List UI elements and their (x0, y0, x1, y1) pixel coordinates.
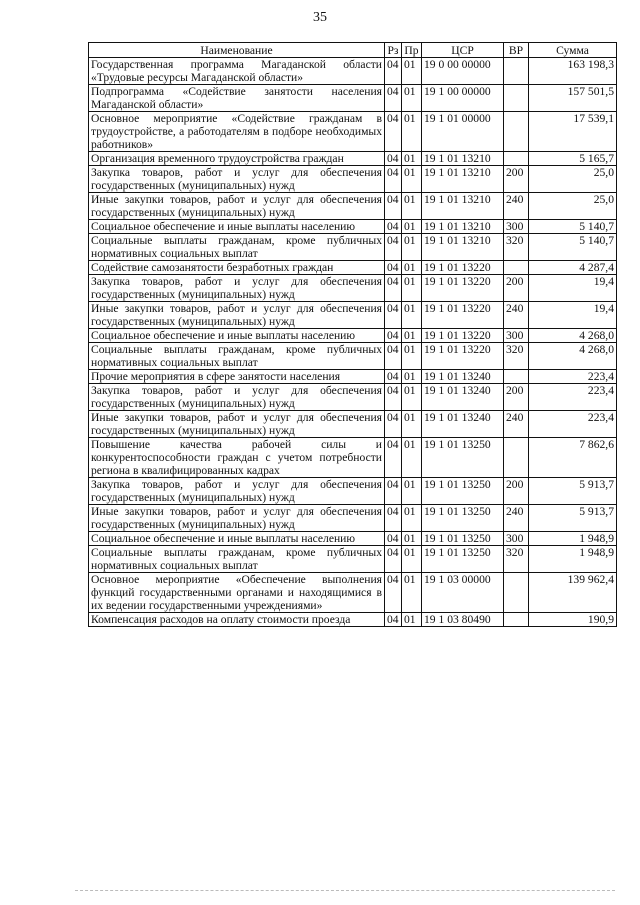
header-vr: ВР (504, 43, 529, 58)
cell-pr: 01 (402, 411, 422, 438)
cell-vr: 240 (504, 193, 529, 220)
cell-pr: 01 (402, 329, 422, 343)
cell-csr: 19 1 01 00000 (422, 112, 504, 152)
cell-vr (504, 613, 529, 627)
cell-sum: 223,4 (529, 384, 617, 411)
cell-pr: 01 (402, 152, 422, 166)
cell-vr (504, 85, 529, 112)
cell-name: Закупка товаров, работ и услуг для обеспечения государственных (муниципальных) нужд (89, 384, 385, 411)
cell-sum: 5 913,7 (529, 505, 617, 532)
cell-name: Иные закупки товаров, работ и услуг для обеспечения государственных (муниципальных) нужд (89, 505, 385, 532)
cell-sum: 5 165,7 (529, 152, 617, 166)
cell-pr: 01 (402, 546, 422, 573)
cell-sum: 5 913,7 (529, 478, 617, 505)
cell-csr: 19 1 01 13210 (422, 166, 504, 193)
table-row (89, 166, 617, 193)
cell-rz: 04 (385, 152, 402, 166)
header-sum: Сумма (529, 43, 617, 58)
cell-sum: 25,0 (529, 166, 617, 193)
cell-rz: 04 (385, 112, 402, 152)
cell-sum: 139 962,4 (529, 573, 617, 613)
cell-csr: 19 1 01 13250 (422, 438, 504, 478)
cell-csr: 19 1 01 13220 (422, 275, 504, 302)
cell-csr: 19 1 03 00000 (422, 573, 504, 613)
cell-csr: 19 1 01 13250 (422, 546, 504, 573)
cell-rz: 04 (385, 343, 402, 370)
page-bottom-rule (75, 890, 615, 891)
cell-sum: 25,0 (529, 193, 617, 220)
cell-vr (504, 438, 529, 478)
table-row (89, 438, 617, 478)
table-row (89, 261, 617, 275)
cell-sum: 157 501,5 (529, 85, 617, 112)
header-pr: Пр (402, 43, 422, 58)
cell-vr: 320 (504, 234, 529, 261)
cell-rz: 04 (385, 58, 402, 85)
page-number: 35 (313, 10, 327, 25)
cell-pr: 01 (402, 573, 422, 613)
cell-pr: 01 (402, 261, 422, 275)
cell-rz: 04 (385, 478, 402, 505)
cell-rz: 04 (385, 193, 402, 220)
cell-vr: 200 (504, 275, 529, 302)
cell-pr: 01 (402, 234, 422, 261)
cell-csr: 19 1 01 13250 (422, 478, 504, 505)
table-row (89, 302, 617, 329)
cell-rz: 04 (385, 532, 402, 546)
cell-csr: 19 1 01 13240 (422, 384, 504, 411)
cell-name: Компенсация расходов на оплату стоимости проезда (89, 613, 385, 627)
table-row (89, 546, 617, 573)
cell-vr: 300 (504, 532, 529, 546)
cell-pr: 01 (402, 220, 422, 234)
cell-name: Социальное обеспечение и иные выплаты населению (89, 532, 385, 546)
cell-vr (504, 573, 529, 613)
cell-sum: 1 948,9 (529, 546, 617, 573)
cell-sum: 5 140,7 (529, 220, 617, 234)
cell-pr: 01 (402, 532, 422, 546)
cell-pr: 01 (402, 85, 422, 112)
cell-pr: 01 (402, 58, 422, 85)
cell-sum: 223,4 (529, 411, 617, 438)
cell-vr: 300 (504, 220, 529, 234)
cell-pr: 01 (402, 438, 422, 478)
cell-rz: 04 (385, 613, 402, 627)
cell-name: Социальное обеспечение и иные выплаты населению (89, 329, 385, 343)
table-row (89, 58, 617, 85)
cell-pr: 01 (402, 193, 422, 220)
cell-vr (504, 58, 529, 85)
cell-name: Социальные выплаты гражданам, кроме публичных нормативных социальных выплат (89, 546, 385, 573)
cell-name: Закупка товаров, работ и услуг для обеспечения государственных (муниципальных) нужд (89, 166, 385, 193)
table-row (89, 573, 617, 613)
header-rz: Рз (385, 43, 402, 58)
cell-vr: 320 (504, 343, 529, 370)
cell-rz: 04 (385, 261, 402, 275)
cell-sum: 4 268,0 (529, 329, 617, 343)
cell-sum: 17 539,1 (529, 112, 617, 152)
cell-name: Организация временного трудоустройства граждан (89, 152, 385, 166)
table-row (89, 220, 617, 234)
cell-name: Социальные выплаты гражданам, кроме публичных нормативных социальных выплат (89, 234, 385, 261)
cell-name: Повышение качества рабочей силы и конкурентоспособности граждан с учетом потребности региона в квалифицированных кадрах (89, 438, 385, 478)
cell-name: Иные закупки товаров, работ и услуг для обеспечения государственных (муниципальных) нужд (89, 302, 385, 329)
table-row (89, 532, 617, 546)
cell-vr (504, 370, 529, 384)
cell-rz: 04 (385, 234, 402, 261)
table-row (89, 478, 617, 505)
table-row (89, 411, 617, 438)
cell-csr: 19 1 01 13210 (422, 220, 504, 234)
table-header-row (89, 43, 617, 58)
cell-vr: 320 (504, 546, 529, 573)
table-row (89, 343, 617, 370)
cell-sum: 1 948,9 (529, 532, 617, 546)
table-row (89, 85, 617, 112)
cell-sum: 7 862,6 (529, 438, 617, 478)
table-row (89, 505, 617, 532)
table-row (89, 384, 617, 411)
cell-name: Социальное обеспечение и иные выплаты населению (89, 220, 385, 234)
table-row (89, 275, 617, 302)
cell-csr: 19 1 01 13250 (422, 532, 504, 546)
cell-rz: 04 (385, 505, 402, 532)
cell-csr: 19 1 00 00000 (422, 85, 504, 112)
cell-rz: 04 (385, 275, 402, 302)
cell-rz: 04 (385, 329, 402, 343)
cell-csr: 19 1 01 13220 (422, 329, 504, 343)
table-row (89, 152, 617, 166)
header-name: Наименование (89, 43, 385, 58)
cell-pr: 01 (402, 302, 422, 329)
cell-name: Прочие мероприятия в сфере занятости населения (89, 370, 385, 384)
cell-csr: 19 1 01 13220 (422, 343, 504, 370)
cell-pr: 01 (402, 613, 422, 627)
cell-name: Социальные выплаты гражданам, кроме публичных нормативных социальных выплат (89, 343, 385, 370)
cell-vr: 300 (504, 329, 529, 343)
cell-rz: 04 (385, 546, 402, 573)
cell-csr: 19 1 01 13220 (422, 302, 504, 329)
cell-name: Основное мероприятие «Содействие гражданам в трудоустройстве, а работодателям в подборе необходимых работников» (89, 112, 385, 152)
cell-sum: 163 198,3 (529, 58, 617, 85)
cell-name: Иные закупки товаров, работ и услуг для обеспечения государственных (муниципальных) нужд (89, 411, 385, 438)
cell-rz: 04 (385, 438, 402, 478)
cell-rz: 04 (385, 220, 402, 234)
cell-rz: 04 (385, 573, 402, 613)
cell-rz: 04 (385, 370, 402, 384)
cell-pr: 01 (402, 275, 422, 302)
cell-csr: 19 1 01 13250 (422, 505, 504, 532)
cell-csr: 19 1 01 13240 (422, 411, 504, 438)
cell-csr: 19 1 01 13210 (422, 152, 504, 166)
cell-sum: 19,4 (529, 275, 617, 302)
cell-vr (504, 112, 529, 152)
cell-name: Подпрограмма «Содействие занятости населения Магаданской области» (89, 85, 385, 112)
budget-table (88, 42, 617, 627)
table-row (89, 234, 617, 261)
cell-name: Иные закупки товаров, работ и услуг для обеспечения государственных (муниципальных) нужд (89, 193, 385, 220)
cell-name: Содействие самозанятости безработных граждан (89, 261, 385, 275)
cell-sum: 223,4 (529, 370, 617, 384)
table-body (89, 58, 617, 627)
cell-csr: 19 1 01 13210 (422, 193, 504, 220)
cell-vr (504, 261, 529, 275)
cell-vr: 200 (504, 478, 529, 505)
cell-sum: 19,4 (529, 302, 617, 329)
cell-name: Закупка товаров, работ и услуг для обеспечения государственных (муниципальных) нужд (89, 275, 385, 302)
cell-csr: 19 0 00 00000 (422, 58, 504, 85)
table-row (89, 329, 617, 343)
cell-pr: 01 (402, 384, 422, 411)
cell-sum: 4 268,0 (529, 343, 617, 370)
cell-csr: 19 1 01 13220 (422, 261, 504, 275)
header-csr: ЦСР (422, 43, 504, 58)
cell-rz: 04 (385, 302, 402, 329)
cell-rz: 04 (385, 411, 402, 438)
cell-vr: 240 (504, 411, 529, 438)
cell-pr: 01 (402, 505, 422, 532)
table-row (89, 112, 617, 152)
cell-sum: 190,9 (529, 613, 617, 627)
cell-vr: 200 (504, 166, 529, 193)
table-row (89, 613, 617, 627)
cell-rz: 04 (385, 166, 402, 193)
cell-vr: 240 (504, 505, 529, 532)
table-row (89, 193, 617, 220)
cell-pr: 01 (402, 478, 422, 505)
cell-csr: 19 1 01 13240 (422, 370, 504, 384)
cell-csr: 19 1 03 80490 (422, 613, 504, 627)
cell-pr: 01 (402, 112, 422, 152)
cell-name: Закупка товаров, работ и услуг для обеспечения государственных (муниципальных) нужд (89, 478, 385, 505)
cell-csr: 19 1 01 13210 (422, 234, 504, 261)
cell-pr: 01 (402, 343, 422, 370)
cell-vr: 200 (504, 384, 529, 411)
table-row (89, 370, 617, 384)
cell-sum: 5 140,7 (529, 234, 617, 261)
cell-pr: 01 (402, 166, 422, 193)
cell-rz: 04 (385, 384, 402, 411)
cell-pr: 01 (402, 370, 422, 384)
cell-vr (504, 152, 529, 166)
cell-name: Государственная программа Магаданской области «Трудовые ресурсы Магаданской области» (89, 58, 385, 85)
cell-rz: 04 (385, 85, 402, 112)
cell-name: Основное мероприятие «Обеспечение выполнения функций государственными органами и находящимися в их ведении государственными учреждениями» (89, 573, 385, 613)
cell-sum: 4 287,4 (529, 261, 617, 275)
cell-vr: 240 (504, 302, 529, 329)
